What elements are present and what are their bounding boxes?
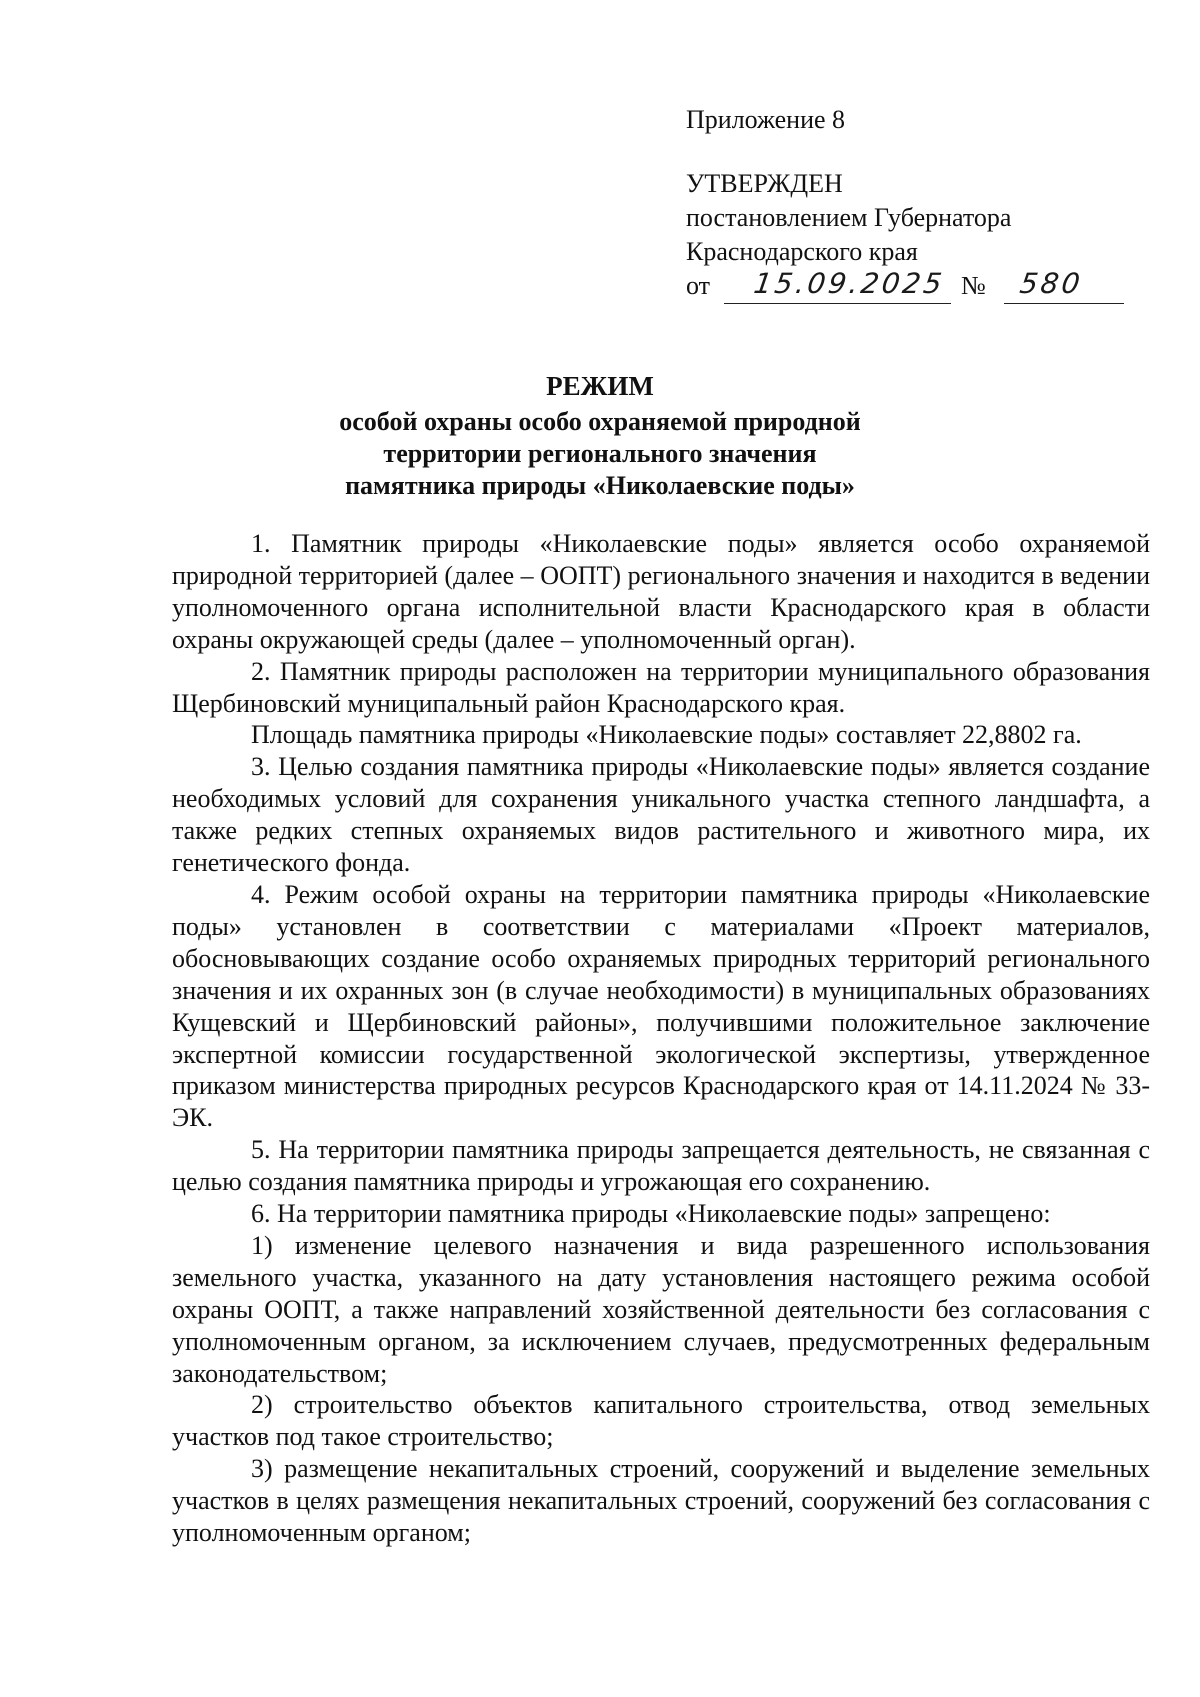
approved-by-line: постановлением Губернатора — [686, 203, 1012, 232]
paragraph-3: 3. Целью создания памятника природы «Николаевские поды» является создание необходимых условий для сохранения уникального участка степного ландшафта, а также редких степных охраняемых видов растительного и животного мира, их генетического фонда. — [172, 752, 1150, 878]
paragraph-5: 5. На территории памятника природы запрещается деятельность, не связанная с целью создания памятника природы и угрожающая его сохранению. — [172, 1135, 1150, 1197]
paragraph-1: 1. Памятник природы «Николаевские поды» является особо охраняемой природной территорией (далее – ООПТ) регионального значения и находится в ведении уполномоченного органа исполнительной власти Краснодарского края в области охраны окружающей среды (далее – уполномоченный орган). — [172, 529, 1150, 654]
approved-region-line: Краснодарского края — [686, 237, 918, 266]
paragraph-area: Площадь памятника природы «Николаевские поды» составляет 22,8802 га. — [251, 720, 1082, 750]
appendix-label: Приложение 8 — [686, 105, 846, 134]
approval-stamp — [686, 103, 1136, 303]
paragraph-4: 4. Режим особой охраны на территории памятника природы «Николаевские поды» установлен в соответствии с материалами «Проект материалов, обосновывающих создание особо охраняемых природных территорий регионального значения и их охранных зон (в случае необходимости) в муниципальных образованиях Кущевский и Щербиновский районы», получившими положительное заключение экспертной комиссии государственной экологической экспертизы, утвержденное приказом министерства природных ресурсов Краснодарского края от 14.11.2024 № 33-ЭК. — [172, 879, 1150, 1133]
number-prefix: № — [961, 271, 986, 300]
paragraph-2: 2. Памятник природы расположен на территории муниципального образования Щербиновский муниципальный район Краснодарского края. — [172, 656, 1150, 718]
list-item-1: 1) изменение целевого назначения и вида разрешенного использования земельного участка, указанного на дату установления настоящего режима особой охраны ООПТ, а также направлений хозяйственной деятельности без согласования с уполномоченным органом, за исключением случаев, предусмотренных федеральным законодательством; — [172, 1230, 1150, 1388]
paragraph-6: 6. На территории памятника природы «Николаевские поды» запрещено: — [251, 1199, 1051, 1229]
number-field — [1004, 269, 1124, 304]
date-number-row — [686, 269, 1136, 303]
title-line: памятника природы «Николаевские поды» — [345, 471, 855, 500]
date-prefix: от — [686, 271, 711, 300]
approved-heading: УТВЕРЖДЕН — [686, 169, 843, 198]
list-item-2: 2) строительство объектов капитального строительства, отвод земельных участков под такое строительство; — [172, 1390, 1150, 1452]
title-line: особой охраны особо охраняемой природной — [339, 407, 861, 436]
title-main: РЕЖИМ — [546, 371, 654, 401]
document-title — [150, 370, 1050, 502]
list-item-3: 3) размещение некапитальных строений, сооружений и выделение земельных участков в целях размещения некапитальных строений, сооружений без согласования с уполномоченным органом; — [172, 1454, 1150, 1548]
title-line: территории регионального значения — [383, 439, 817, 468]
handwritten-number: 580 — [1017, 267, 1085, 300]
date-field — [724, 269, 951, 304]
document-body — [172, 528, 1150, 1549]
handwritten-date: 15.09.2025 — [751, 267, 947, 300]
